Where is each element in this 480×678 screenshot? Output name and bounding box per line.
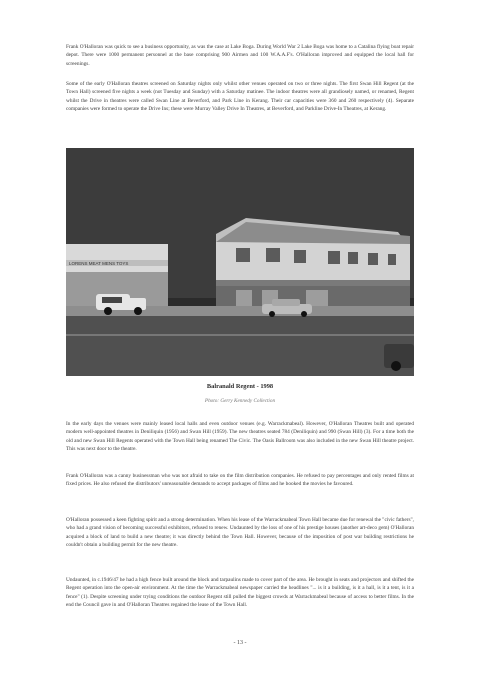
paragraph-businessman: Frank O'Halloran was a canny businessman who was not afraid to take on the film distribution companies. He refused to pay percentages and only rented films at fixed prices. He also refused the distributors' unreasonable demands to accept packages of films and he booked the movies he favoured.	[66, 473, 414, 488]
paragraph-open-air: Undaunted, in c.1946/47 he had a high fence built around the block and tarpaulins made to cover part of the area. He brought in seats and projectors and shifted the Regent operation into the open-air environment. At the time the Warrackmabeal newspaper carried the headlines "... is it a building, is it a hall, is it a tent, is it a fence" (1). Despite screening under trying conditions the outdoor Regent still pulled the biggest crowds at Warrackmabeal because of access to better films. In the end the Council gave in and O'Halloran Theatres regained the lease of the Town Hall.	[66, 577, 414, 609]
paragraph-fighting-spirit: O'Halloran possessed a keen fighting spirit and a strong determination. When his lease of the Warrackmabeal Town Hall became due for renewal the "civic fathers", who had a grand vision of becoming successful exhibitors, refused to renew. Undaunted by the loss of one of his prestige houses (another art-deco gem) O'Halloran acquired a block of land to build a new theatre; it was directly behind the Town Hall. However, because of the imposition of post war building restrictions he couldn't obtain a building permit for the new theatre.	[66, 517, 414, 549]
balranald-regent-photo	[66, 148, 414, 376]
paragraph-venues: In the early days the venues were mainly leased local halls and even outdoor venues (e.g. Warrackmabeal). However, O'Halloran Theatres built and operated modern well-appointed theatres in Deniliquin (1956) and Swan Hill (1959). The new theatres seated 784 (Deniliquin) and 990 (Swan Hill) (3). For a time both the old and new Swan Hill Regents operated with the Town Hall being renamed The Civic. The Oasis Ballroom was also included in the new Swan Hill theatre project. This was next door to the theatre.	[66, 421, 414, 453]
paragraph-lake-boga: Frank O'Halloran was quick to see a business opportunity, as was the case at Lake Boga. During World War 2 Lake Boga was home to a Catalina flying boat repair depot. There were 1000 permanent personnel at the base comprising 900 Airmen and 100 W.A.A.F's. O'Halloran improved and equipped the local hall for screenings.	[66, 44, 414, 67]
page-number: - 13 -	[233, 640, 247, 646]
shop-sign-text: LORENS MEAT MENS TOYS	[69, 261, 129, 266]
photo-credit: Photo: Gerry Kennedy Collection	[204, 398, 276, 404]
photo-caption: Balranald Regent - 1998	[206, 383, 274, 390]
paragraph-early-theatres: Some of the early O'Halloran theatres screened on Saturday nights only whilst other venues operated on two or three nights. The first Swan Hill Regent (at the Town Hall) screened five nights a week (not Tuesday and Sunday) with a Saturday matinee. The indoor theatres were all grandiosely named, or renamed, Regent whilst the Drive in theatres were called Swan Line at Beverford, and Park Line in Kerang. Their car capacities were 360 and 260 respectively (4). Separate companies were formed to operate the Drive Ins; these were Murray Valley Drive In Theatres, at Beverford, and Parkline Drive-In Theatres, at Kerang.	[66, 81, 414, 113]
